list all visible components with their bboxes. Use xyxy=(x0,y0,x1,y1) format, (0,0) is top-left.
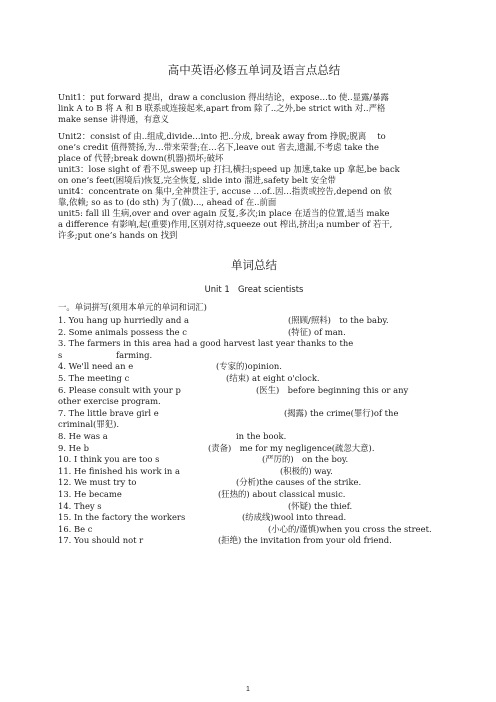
exercise-item xyxy=(58,501,450,513)
exercise-hint: (特征) of man. xyxy=(288,326,346,337)
exercise-item xyxy=(58,408,450,420)
exercise-item xyxy=(58,466,450,478)
exercise-text: s xyxy=(58,349,63,360)
exercise-text: 16. Be c xyxy=(58,523,93,534)
exercise-text: 10. I think you are too s xyxy=(58,454,160,465)
exercise-text: 2. Some animals possess the c xyxy=(58,326,187,337)
summary-line: Unit1：put forward 提出，draw a conclusion 得出结论，expose…to 使..显露/暴露 xyxy=(58,92,389,102)
exercise-item xyxy=(58,443,450,455)
summary-line: one’s credit 值得赞扬,为…带来荣誉;在…名下,leave out 省去,遗漏,不考虑 take the xyxy=(58,142,379,152)
exercise-item xyxy=(58,385,450,397)
summary-line: 靠,依赖; so as to (do sth) 为了(做)..., ahead of 在..前面 xyxy=(58,197,277,207)
exercise-hint: (揭露) the crime(罪行)of the xyxy=(284,407,399,418)
exercise-hint: (小心的/谨慎)when you cross the street. xyxy=(268,523,432,534)
exercise-item xyxy=(58,327,450,339)
exercise-item xyxy=(58,431,450,443)
exercise-text: 3. The farmers in this area had a good harvest last year thanks to the xyxy=(58,338,354,349)
exercise-item xyxy=(58,373,450,385)
exercise-text: 14. They s xyxy=(58,500,102,511)
summary-line: Unit2：consist of 由..组成,divide…into 把..分成, break away from 挣脱;脱离 to xyxy=(58,131,386,141)
exercise-item xyxy=(58,454,450,466)
section-title: 单词总结 xyxy=(231,258,277,272)
exercise-item xyxy=(58,524,450,536)
summary-line: unit4：concentrate on 集中,全神贯注于, accuse …of..因…指责或控告,depend on 依 xyxy=(58,186,392,196)
exercise-text: 15. In the factory the workers xyxy=(58,512,186,523)
exercise-hint: farming. xyxy=(116,349,153,360)
exercise-hint: (积极的) way. xyxy=(280,465,333,476)
exercise-text: criminal(罪犯). xyxy=(58,419,120,430)
exercise-hint: (严厉的) on the boy. xyxy=(262,454,349,465)
page-content xyxy=(58,62,450,547)
exercise-item xyxy=(58,419,450,431)
exercise-text: 5. The meeting c xyxy=(58,372,130,383)
summary-line: a difference 有影响,起(重要)作用,区别对待,squeeze out 榨出,挤出;a number of 若干, xyxy=(58,219,393,229)
summary-line: make sense 讲得通，有意义 xyxy=(58,114,169,124)
exercise-hint: (纺成线)wool into thread. xyxy=(242,512,347,523)
exercise-item xyxy=(58,361,450,373)
phrase-summary xyxy=(58,92,450,241)
exercise-list xyxy=(58,315,450,547)
page-title: 高中英语必修五单词及语言点总结 xyxy=(167,63,341,77)
exercise-item xyxy=(58,489,450,501)
exercise-hint: (分析)the causes of the strike. xyxy=(236,477,362,488)
exercise-text: 17. You should not r xyxy=(58,535,144,546)
exercise-text: 1. You hang up hurriedly and a xyxy=(58,315,190,325)
exercise-item xyxy=(58,477,450,489)
exercise-text: 11. He finished his work in a xyxy=(58,465,180,476)
summary-line: 许多;put one’s hands on 找到 xyxy=(58,230,178,240)
exercise-heading: 一。单词拼写(须用本单元的单词和词汇) xyxy=(58,302,207,312)
exercise-hint: (责备) me for my negligence(疏忽大意). xyxy=(208,442,375,453)
exercise-hint: (怀疑) the thief. xyxy=(288,500,353,511)
exercise-item xyxy=(58,350,450,362)
exercise-hint: (狂热的) about classical music. xyxy=(218,488,346,499)
summary-line: place of 代替;break down(机器)损坏;破坏 xyxy=(58,153,224,163)
summary-line: link A to B 将 A 和 B 联系或连接起来,apart from 除了..之外,be strict with 对..严格 xyxy=(58,103,386,113)
exercise-text: 12. We must try to xyxy=(58,477,137,488)
exercise-hint: (结束) at eight o'clock. xyxy=(226,372,320,383)
exercise-item xyxy=(58,396,450,408)
exercise-hint: (拒绝) the invitation from your old friend. xyxy=(218,535,392,546)
exercise-item xyxy=(58,338,450,350)
exercise-text: 4. We'll need an e xyxy=(58,361,134,372)
unit-title: Unit 1 Great scientists xyxy=(204,284,304,294)
exercise-text: 7. The little brave girl e xyxy=(58,407,159,418)
summary-line: unit3：lose sight of 看不见,sweep up 打扫,横扫;speed up 加速,take up 拿起,be back xyxy=(58,164,400,174)
exercise-text: 6. Please consult with your p xyxy=(58,384,181,395)
summary-line: on one’s feet(困境后)恢复,完全恢复, slide into 溜进,safety belt 安全带 xyxy=(58,175,336,185)
page-number: 1 xyxy=(246,686,250,693)
exercise-hint: (医生) before beginning this or any xyxy=(256,384,409,395)
exercise-hint: (照顾/照料) to the baby. xyxy=(288,315,389,325)
exercise-item xyxy=(58,315,450,327)
summary-line: unit5: fall ill 生病,over and over again 反复,多次;in place 在适当的位置,适当 make xyxy=(58,208,390,218)
exercise-text: 9. He b xyxy=(58,442,89,453)
exercise-text: 8. He was a xyxy=(58,430,108,441)
exercise-text: other exercise program. xyxy=(58,396,161,407)
exercise-hint: in the book. xyxy=(236,430,287,441)
exercise-item xyxy=(58,512,450,524)
exercise-item xyxy=(58,535,450,547)
exercise-text: 13. He became xyxy=(58,488,122,499)
exercise-hint: (专家的)opinion. xyxy=(216,361,282,372)
